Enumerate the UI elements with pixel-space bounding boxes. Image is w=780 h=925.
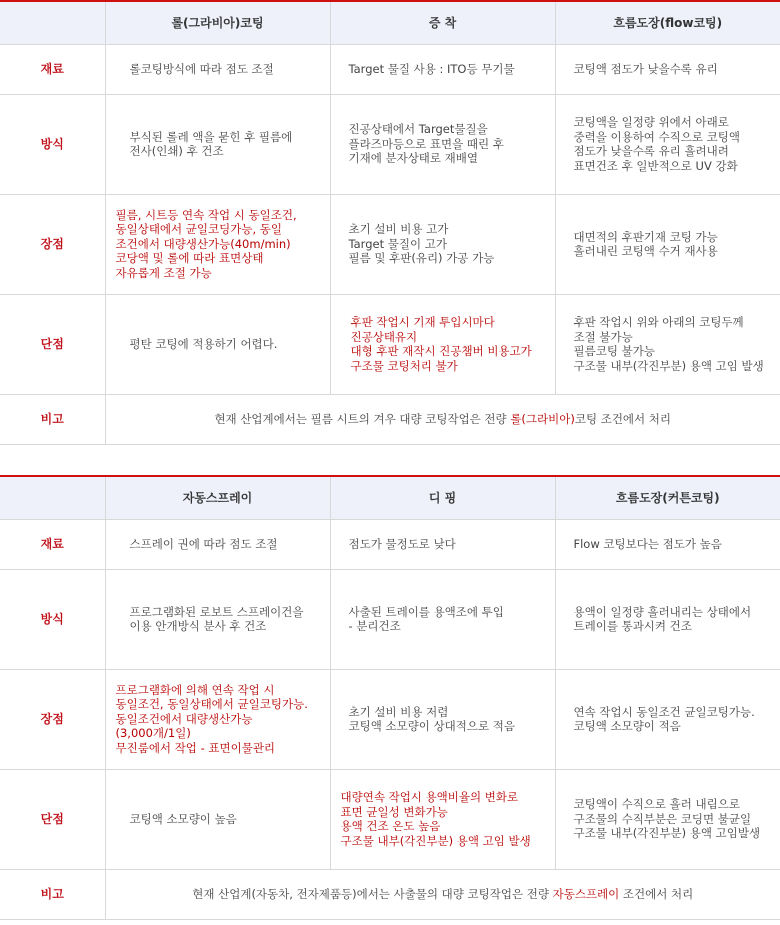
coating-comparison-table-2 xyxy=(0,475,780,920)
cell xyxy=(555,294,780,394)
cell-line: 연속 작업시 동일조건 균일코팅가능. xyxy=(573,704,755,719)
cell xyxy=(105,519,330,569)
cell-line: 코당액 및 롤에 따라 표면상태 xyxy=(115,251,264,266)
cell xyxy=(330,94,555,194)
row-label: 방식 xyxy=(0,94,105,194)
cell-line: 흘러내린 코팅액 수거 재사용 xyxy=(573,244,718,258)
cell-line: 코팅액 소모량이 상대적으로 적음 xyxy=(348,719,515,733)
row-label: 방식 xyxy=(0,569,105,669)
cell xyxy=(330,294,555,394)
cell-line: 트레이를 통과시켜 건조 xyxy=(573,619,692,633)
cell-line: 점도가 물정도로 낮다 xyxy=(348,536,456,551)
row-material xyxy=(0,44,780,94)
cell xyxy=(330,669,555,769)
cell-line: 표면 균일성 변화가능 xyxy=(340,804,448,819)
header-roll-coating: 롤(그라비아)코팅 xyxy=(105,1,330,44)
header-curtain-coating: 흐름도장(커튼코팅) xyxy=(555,476,780,519)
cell-line: 코팅액 소모량이 높음 xyxy=(129,811,237,826)
cell-line: 이용 안개방식 분사 후 건조 xyxy=(129,619,267,633)
cell-line: 진공상태에서 Target물질을 xyxy=(348,122,488,137)
row-label: 재료 xyxy=(0,519,105,569)
cell-line: 사출된 트레이를 용액조에 투입 xyxy=(348,604,504,619)
cell-line: 프로그램화된 로보트 스프레이건을 xyxy=(129,604,304,619)
note-text: 현재 산업계(자동차, 전자제품등)에서는 사출물의 대량 코팅작업은 전량 xyxy=(192,886,553,901)
cell-line: (3,000개/1일) xyxy=(115,726,191,741)
cell xyxy=(555,669,780,769)
cell-line: 조건에서 대량생산가능(40m/min) xyxy=(115,236,291,251)
cell-line: 플라즈마등으로 표면을 때린 후 xyxy=(348,136,504,151)
header-corner xyxy=(0,1,105,44)
cell xyxy=(555,569,780,669)
cell xyxy=(330,194,555,294)
cell xyxy=(555,194,780,294)
cell-line: 초기 설비 비용 고가 xyxy=(348,222,449,237)
cell-line: 후판 작업시 기재 투입시마다 xyxy=(350,315,495,329)
cell-line: 후판 작업시 위와 아래의 코팅두께 xyxy=(573,315,744,329)
row-method xyxy=(0,569,780,669)
row-label: 단점 xyxy=(0,294,105,394)
header-corner xyxy=(0,476,105,519)
cell-line: 동일조건에서 대량생산가능 xyxy=(115,711,253,726)
row-method xyxy=(0,94,780,194)
row-advantages xyxy=(0,669,780,769)
note-text-end: 코팅 조건에서 처리 xyxy=(574,411,672,426)
header-deposition: 증 착 xyxy=(330,1,555,44)
cell xyxy=(555,94,780,194)
header-dipping: 디 핑 xyxy=(330,476,555,519)
cell xyxy=(555,44,780,94)
note-cell xyxy=(105,394,780,444)
cell-line: 진공상태유지 xyxy=(350,329,418,344)
cell-line: 전사(인쇄) 후 건조 xyxy=(129,144,224,158)
cell xyxy=(105,94,330,194)
cell-line: 표면건조 후 일반적으로 UV 강화 xyxy=(573,158,738,173)
cell-line: 롤코팅방식에 따라 점도 조절 xyxy=(129,61,274,76)
header-row xyxy=(0,1,780,44)
cell-line: 대량연속 작업시 용액비율의 변화로 xyxy=(340,790,519,804)
cell-line: Target 물질 사용 : ITO등 무기물 xyxy=(348,61,515,76)
cell-line: 필름 및 후판(유리) 가공 가능 xyxy=(348,251,495,266)
header-row xyxy=(0,476,780,519)
note-text: 현재 산업계에서는 필름 시트의 겨우 대량 코팅작업은 전량 xyxy=(214,411,511,426)
cell-line: 구조물 코팅처리 불가 xyxy=(350,358,458,373)
row-label: 단점 xyxy=(0,769,105,869)
cell-line: 조절 불가능 xyxy=(573,329,633,344)
cell xyxy=(105,294,330,394)
cell-line: 코팅액 점도가 낮을수록 유리 xyxy=(573,61,718,76)
row-disadvantages xyxy=(0,769,780,869)
cell-line: 부식된 롤레 액을 묻힌 후 필름에 xyxy=(129,129,293,144)
cell xyxy=(555,769,780,869)
cell-line: Flow 코팅보다는 점도가 높음 xyxy=(573,536,722,551)
note-text-end: 조건에서 처리 xyxy=(619,886,694,901)
note-highlight: 롤(그라비아) xyxy=(510,411,575,426)
row-label: 장점 xyxy=(0,669,105,769)
row-advantages xyxy=(0,194,780,294)
row-label: 비고 xyxy=(0,869,105,919)
cell-line: 대면적의 후판기재 코팅 가능 xyxy=(573,229,718,244)
cell-line: 무진룸에서 작업 - 표면이물관리 xyxy=(115,740,276,755)
cell-line: 코팅액이 수직으로 흘러 내림으로 xyxy=(573,797,740,812)
cell xyxy=(330,769,555,869)
cell-line: 코팅액 소모량이 적음 xyxy=(573,719,681,733)
row-label: 재료 xyxy=(0,44,105,94)
cell-line: 동일조건, 동일상태에서 균일코팅가능. xyxy=(115,697,308,712)
cell-line: 구조물 내부(각진부분) 용액 고임발생 xyxy=(573,826,761,841)
cell-line: 구조물 내부(각진부분) 용액 고임 발생 xyxy=(340,833,531,848)
coating-comparison-table-1 xyxy=(0,0,780,445)
row-note xyxy=(0,869,780,919)
cell-line: 필름, 시트등 연속 작업 시 동일조건, xyxy=(115,207,297,222)
cell-line: 평탄 코팅에 적용하기 어렵다. xyxy=(129,336,278,351)
cell-line: 대형 후판 재작시 진공챔버 비용고가 xyxy=(350,344,532,358)
cell-line: - 분리건조 xyxy=(348,619,401,633)
header-auto-spray: 자동스프레이 xyxy=(105,476,330,519)
cell-line: 코팅액을 일정량 위에서 아래로 xyxy=(573,115,729,129)
cell-line: 구조물 내부(각진부분) 용액 고임 발생 xyxy=(573,358,764,373)
note-highlight: 자동스프레이 xyxy=(552,886,620,901)
cell xyxy=(330,519,555,569)
cell-line: 점도가 낮을수록 유리 흘려내려 xyxy=(573,144,729,158)
cell xyxy=(105,44,330,94)
cell xyxy=(330,569,555,669)
row-material xyxy=(0,519,780,569)
row-disadvantages xyxy=(0,294,780,394)
cell-line: 자유롭게 조절 가능 xyxy=(115,265,212,280)
cell-line: 용액이 일정량 흘러내리는 상태에서 xyxy=(573,604,752,619)
row-label: 비고 xyxy=(0,394,105,444)
cell xyxy=(105,769,330,869)
cell-line: 동일상태에서 균일코딩가능, 동일 xyxy=(115,222,282,237)
header-flow-coating: 흐름도장(flow코팅) xyxy=(555,1,780,44)
cell xyxy=(555,519,780,569)
cell xyxy=(330,44,555,94)
row-note xyxy=(0,394,780,444)
row-label: 장점 xyxy=(0,194,105,294)
cell-line: 용액 건조 온도 높음 xyxy=(340,819,441,833)
cell xyxy=(105,669,330,769)
cell xyxy=(105,194,330,294)
cell-line: 필름코팅 불가능 xyxy=(573,344,655,358)
note-cell xyxy=(105,869,780,919)
cell-line: 프로그램화에 의해 연속 작업 시 xyxy=(115,682,275,697)
cell-line: 중력을 이용하여 수직으로 코팅액 xyxy=(573,129,740,144)
cell-line: 초기 설비 비용 저렴 xyxy=(348,704,449,719)
cell xyxy=(105,569,330,669)
cell-line: Target 물질이 고가 xyxy=(348,236,447,251)
cell-line: 스프레이 권에 따라 점도 조절 xyxy=(129,536,278,551)
cell-line: 구조물의 수직부분은 코딩면 불균일 xyxy=(573,811,752,826)
cell-line: 기재에 분자상태로 재배열 xyxy=(348,151,479,166)
